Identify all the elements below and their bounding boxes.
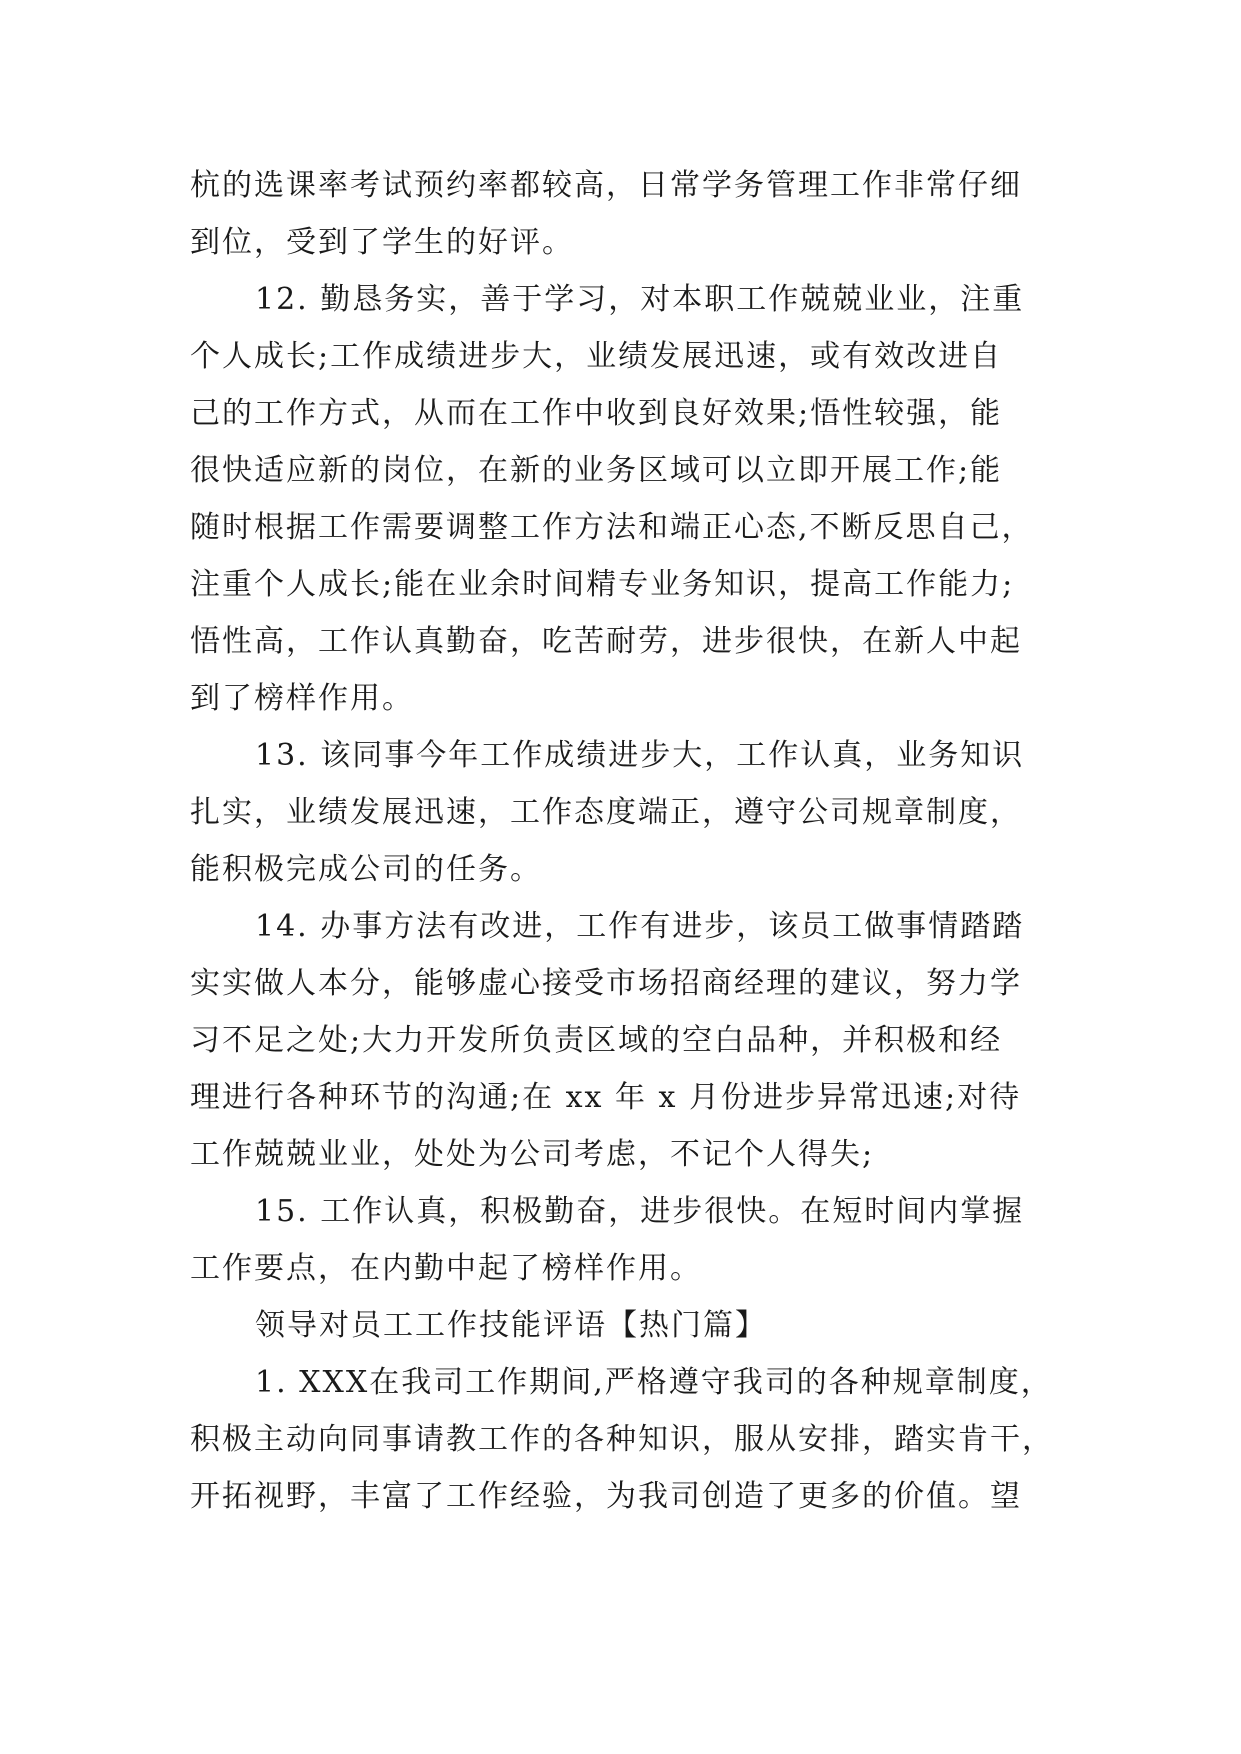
section-heading: 领导对员工工作技能评语【热门篇】 [255, 1308, 767, 1343]
list-item-1-line-3: 开拓视野，丰富了工作经验，为我司创造了更多的价值。望 [190, 1479, 1022, 1514]
list-item-14-line-3: 习不足之处;大力开发所负责区域的空白品种，并积极和经 [190, 1023, 1003, 1058]
text-line-2: 到位，受到了学生的好评。 [190, 225, 574, 260]
list-item-12-line-7: 悟性高，工作认真勤奋，吃苦耐劳，进步很快，在新人中起 [190, 624, 1022, 659]
list-item-15-line-1: 15. 工作认真，积极勤奋，进步很快。在短时间内掌握 [255, 1194, 1025, 1229]
list-item-13-line-3: 能积极完成公司的任务。 [190, 852, 542, 887]
list-item-12-line-8: 到了榜样作用。 [190, 681, 414, 716]
list-item-15-line-2: 工作要点，在内勤中起了榜样作用。 [190, 1251, 702, 1286]
list-item-12-line-5: 随时根据工作需要调整工作方法和端正心态,不断反思自己， [190, 510, 1034, 545]
list-item-14-line-4: 理进行各种环节的沟通;在 xx 年 x 月份进步异常迅速;对待 [190, 1080, 1022, 1115]
list-item-12-line-3: 己的工作方式，从而在工作中收到良好效果;悟性较强，能 [190, 396, 1003, 431]
list-item-14-line-2: 实实做人本分，能够虚心接受市场招商经理的建议，努力学 [190, 966, 1022, 1001]
list-item-14-line-5: 工作兢兢业业，处处为公司考虑，不记个人得失; [190, 1137, 875, 1172]
list-item-12-line-4: 很快适应新的岗位，在新的业务区域可以立即开展工作;能 [190, 453, 1003, 488]
list-item-12-line-2: 个人成长;工作成绩进步大，业绩发展迅速，或有效改进自 [190, 339, 1003, 374]
text-line-1: 杭的选课率考试预约率都较高，日常学务管理工作非常仔细 [190, 168, 1022, 203]
list-item-1-line-2: 积极主动向同事请教工作的各种知识，服从安排，踏实肯干， [190, 1422, 1054, 1457]
list-item-13-line-1: 13. 该同事今年工作成绩进步大，工作认真，业务知识 [255, 738, 1025, 773]
list-item-14-line-1: 14. 办事方法有改进，工作有进步，该员工做事情踏踏 [255, 909, 1025, 944]
list-item-12-line-6: 注重个人成长;能在业余时间精专业务知识，提高工作能力; [190, 567, 1015, 602]
list-item-12-line-1: 12. 勤恳务实，善于学习，对本职工作兢兢业业，注重 [255, 282, 1025, 317]
list-item-13-line-2: 扎实，业绩发展迅速，工作态度端正，遵守公司规章制度， [190, 795, 1022, 830]
list-item-1-line-1: 1. XXX在我司工作期间,严格遵守我司的各种规章制度， [255, 1365, 1053, 1400]
